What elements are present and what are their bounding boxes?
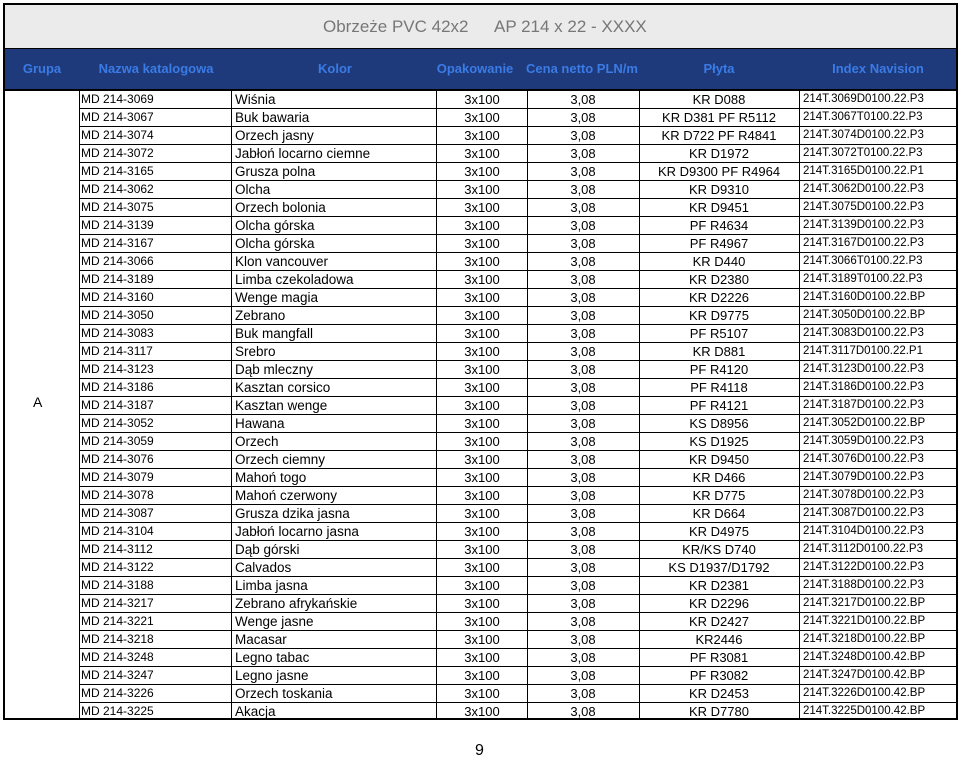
index-navision-cell: 214T.3221D0100.22.BP bbox=[803, 615, 926, 627]
index-navision-cell: 214T.3226D0100.42.BP bbox=[803, 687, 926, 699]
board-cell: PF R4634 bbox=[639, 217, 800, 234]
price-cell: 3,08 bbox=[527, 217, 640, 234]
index-navision-cell: 214T.3069D0100.22.P3 bbox=[803, 93, 924, 105]
product-code-title: AP 214 x 22 - XXXX bbox=[494, 17, 647, 36]
color-cell: Klon vancouver bbox=[233, 253, 437, 270]
board-cell: KR D381 PF R5112 bbox=[639, 109, 800, 126]
table-row bbox=[79, 541, 956, 559]
catalog-name-cell: MD 214-3165 bbox=[81, 163, 232, 180]
price-cell: 3,08 bbox=[527, 289, 640, 306]
price-cell: 3,08 bbox=[527, 523, 640, 540]
header-cena: Cena netto PLN/m bbox=[526, 61, 638, 76]
price-cell: 3,08 bbox=[527, 487, 640, 504]
index-navision-cell: 214T.3087D0100.22.P3 bbox=[803, 507, 924, 519]
packaging-cell: 3x100 bbox=[437, 253, 528, 270]
catalog-name-cell: MD 214-3067 bbox=[81, 109, 232, 126]
index-navision-cell: 214T.3217D0100.22.BP bbox=[803, 597, 926, 609]
table-row bbox=[79, 253, 956, 271]
packaging-cell: 3x100 bbox=[437, 649, 528, 666]
color-cell: Hawana bbox=[233, 415, 437, 432]
packaging-cell: 3x100 bbox=[437, 127, 528, 144]
table-body bbox=[79, 91, 956, 718]
price-cell: 3,08 bbox=[527, 307, 640, 324]
board-cell: KR D9300 PF R4964 bbox=[639, 163, 800, 180]
catalog-name-cell: MD 214-3188 bbox=[81, 577, 232, 594]
price-cell: 3,08 bbox=[527, 235, 640, 252]
catalog-name-cell: MD 214-3167 bbox=[81, 235, 232, 252]
catalog-name-cell: MD 214-3104 bbox=[81, 523, 232, 540]
table-row bbox=[79, 289, 956, 307]
board-cell: KR D2381 bbox=[639, 577, 800, 594]
index-navision-cell: 214T.3167D0100.22.P3 bbox=[803, 237, 924, 249]
table-row bbox=[79, 217, 956, 235]
catalog-name-cell: MD 214-3050 bbox=[81, 307, 232, 324]
packaging-cell: 3x100 bbox=[437, 577, 528, 594]
board-cell: KR2446 bbox=[639, 631, 800, 648]
packaging-cell: 3x100 bbox=[437, 487, 528, 504]
price-sheet bbox=[3, 3, 958, 720]
index-navision-cell: 214T.3247D0100.42.BP bbox=[803, 669, 926, 681]
table-row bbox=[79, 649, 956, 667]
catalog-name-cell: MD 214-3187 bbox=[81, 397, 232, 414]
table-row bbox=[79, 235, 956, 253]
color-cell: Legno tabac bbox=[233, 649, 437, 666]
color-cell: Mahoń togo bbox=[233, 469, 437, 486]
table-row bbox=[79, 685, 956, 703]
color-cell: Srebro bbox=[233, 343, 437, 360]
index-navision-cell: 214T.3117D0100.22.P1 bbox=[803, 345, 923, 357]
index-navision-cell: 214T.3062D0100.22.P3 bbox=[803, 183, 924, 195]
table-row bbox=[79, 145, 956, 163]
catalog-name-cell: MD 214-3087 bbox=[81, 505, 232, 522]
packaging-cell: 3x100 bbox=[437, 595, 528, 612]
color-cell: Mahoń czerwony bbox=[233, 487, 437, 504]
color-cell: Jabłoń locarno jasna bbox=[233, 523, 437, 540]
packaging-cell: 3x100 bbox=[437, 163, 528, 180]
board-cell: PF R4120 bbox=[639, 361, 800, 378]
price-cell: 3,08 bbox=[527, 343, 640, 360]
price-cell: 3,08 bbox=[527, 703, 640, 718]
index-navision-cell: 214T.3160D0100.22.BP bbox=[803, 291, 926, 303]
color-cell: Olcha górska bbox=[233, 217, 437, 234]
price-cell: 3,08 bbox=[527, 397, 640, 414]
table-row bbox=[79, 559, 956, 577]
board-cell: KR D2453 bbox=[639, 685, 800, 702]
catalog-name-cell: MD 214-3226 bbox=[81, 685, 232, 702]
header-plyta: Płyta bbox=[703, 61, 735, 76]
color-cell: Dąb górski bbox=[233, 541, 437, 558]
board-cell: KR D2380 bbox=[639, 271, 800, 288]
index-navision-cell: 214T.3052D0100.22.BP bbox=[803, 417, 926, 429]
color-cell: Buk mangfall bbox=[233, 325, 437, 342]
color-cell: Zebrano afrykańskie bbox=[233, 595, 437, 612]
price-cell: 3,08 bbox=[527, 145, 640, 162]
color-cell: Olcha bbox=[233, 181, 437, 198]
packaging-cell: 3x100 bbox=[437, 541, 528, 558]
index-navision-cell: 214T.3072T0100.22.P3 bbox=[803, 147, 923, 159]
color-cell: Wiśnia bbox=[233, 91, 437, 108]
catalog-name-cell: MD 214-3059 bbox=[81, 433, 232, 450]
board-cell: KR D664 bbox=[639, 505, 800, 522]
packaging-cell: 3x100 bbox=[437, 289, 528, 306]
catalog-name-cell: MD 214-3217 bbox=[81, 595, 232, 612]
price-cell: 3,08 bbox=[527, 253, 640, 270]
board-cell: KR D2427 bbox=[639, 613, 800, 630]
catalog-name-cell: MD 214-3075 bbox=[81, 199, 232, 216]
color-cell: Wenge jasne bbox=[233, 613, 437, 630]
color-cell: Legno jasne bbox=[233, 667, 437, 684]
catalog-name-cell: MD 214-3083 bbox=[81, 325, 232, 342]
board-cell: PF R4121 bbox=[639, 397, 800, 414]
table-row bbox=[79, 631, 956, 649]
price-cell: 3,08 bbox=[527, 469, 640, 486]
price-cell: 3,08 bbox=[527, 649, 640, 666]
color-cell: Orzech bolonia bbox=[233, 199, 437, 216]
table-row bbox=[79, 181, 956, 199]
color-cell: Kasztan wenge bbox=[233, 397, 437, 414]
color-cell: Orzech bbox=[233, 433, 437, 450]
catalog-name-cell: MD 214-3221 bbox=[81, 613, 232, 630]
board-cell: PF R4967 bbox=[639, 235, 800, 252]
color-cell: Limba jasna bbox=[233, 577, 437, 594]
packaging-cell: 3x100 bbox=[437, 181, 528, 198]
packaging-cell: 3x100 bbox=[437, 559, 528, 576]
catalog-name-cell: MD 214-3062 bbox=[81, 181, 232, 198]
table-row bbox=[79, 343, 956, 361]
index-navision-cell: 214T.3189T0100.22.P3 bbox=[803, 273, 923, 285]
table-row bbox=[79, 505, 956, 523]
packaging-cell: 3x100 bbox=[437, 235, 528, 252]
price-cell: 3,08 bbox=[527, 199, 640, 216]
price-cell: 3,08 bbox=[527, 667, 640, 684]
index-navision-cell: 214T.3074D0100.22.P3 bbox=[803, 129, 924, 141]
price-cell: 3,08 bbox=[527, 109, 640, 126]
color-cell: Zebrano bbox=[233, 307, 437, 324]
packaging-cell: 3x100 bbox=[437, 379, 528, 396]
color-cell: Buk bawaria bbox=[233, 109, 437, 126]
board-cell: KR D1972 bbox=[639, 145, 800, 162]
index-navision-cell: 214T.3186D0100.22.P3 bbox=[803, 381, 924, 393]
packaging-cell: 3x100 bbox=[437, 631, 528, 648]
header-grupa: Grupa bbox=[22, 61, 62, 76]
index-navision-cell: 214T.3050D0100.22.BP bbox=[803, 309, 926, 321]
catalog-name-cell: MD 214-3076 bbox=[81, 451, 232, 468]
title-bar bbox=[5, 5, 956, 49]
board-cell: PF R3082 bbox=[639, 667, 800, 684]
index-navision-cell: 214T.3188D0100.22.P3 bbox=[803, 579, 924, 591]
packaging-cell: 3x100 bbox=[437, 613, 528, 630]
index-navision-cell: 214T.3187D0100.22.P3 bbox=[803, 399, 924, 411]
color-cell: Dąb mleczny bbox=[233, 361, 437, 378]
packaging-cell: 3x100 bbox=[437, 505, 528, 522]
color-cell: Olcha górska bbox=[233, 235, 437, 252]
board-cell: KR D088 bbox=[639, 91, 800, 108]
price-cell: 3,08 bbox=[527, 415, 640, 432]
index-navision-cell: 214T.3067T0100.22.P3 bbox=[803, 111, 923, 123]
packaging-cell: 3x100 bbox=[437, 397, 528, 414]
packaging-cell: 3x100 bbox=[437, 91, 528, 108]
index-navision-cell: 214T.3139D0100.22.P3 bbox=[803, 219, 924, 231]
price-cell: 3,08 bbox=[527, 181, 640, 198]
board-cell: KR D7780 bbox=[639, 703, 800, 718]
color-cell: Wenge magia bbox=[233, 289, 437, 306]
packaging-cell: 3x100 bbox=[437, 433, 528, 450]
catalog-name-cell: MD 214-3117 bbox=[81, 343, 232, 360]
header-opakowanie: Opakowanie bbox=[436, 61, 514, 76]
board-cell: KR D9775 bbox=[639, 307, 800, 324]
table-row bbox=[79, 397, 956, 415]
packaging-cell: 3x100 bbox=[437, 145, 528, 162]
group-column bbox=[5, 91, 80, 718]
table-row bbox=[79, 703, 956, 718]
color-cell: Grusza polna bbox=[233, 163, 437, 180]
color-cell: Orzech ciemny bbox=[233, 451, 437, 468]
packaging-cell: 3x100 bbox=[437, 703, 528, 718]
header-index-navision: Index Navision bbox=[832, 61, 924, 76]
packaging-cell: 3x100 bbox=[437, 685, 528, 702]
table-row bbox=[79, 163, 956, 181]
packaging-cell: 3x100 bbox=[437, 523, 528, 540]
price-cell: 3,08 bbox=[527, 631, 640, 648]
catalog-name-cell: MD 214-3248 bbox=[81, 649, 232, 666]
board-cell: KR D2226 bbox=[639, 289, 800, 306]
packaging-cell: 3x100 bbox=[437, 469, 528, 486]
index-navision-cell: 214T.3218D0100.22.BP bbox=[803, 633, 926, 645]
board-cell: KR D440 bbox=[639, 253, 800, 270]
price-cell: 3,08 bbox=[527, 361, 640, 378]
board-cell: KS D1937/D1792 bbox=[639, 559, 800, 576]
index-navision-cell: 214T.3078D0100.22.P3 bbox=[803, 489, 924, 501]
header-kolor: Kolor bbox=[318, 61, 352, 76]
price-cell: 3,08 bbox=[527, 559, 640, 576]
packaging-cell: 3x100 bbox=[437, 217, 528, 234]
price-cell: 3,08 bbox=[527, 127, 640, 144]
index-navision-cell: 214T.3122D0100.22.P3 bbox=[803, 561, 924, 573]
table-row bbox=[79, 433, 956, 451]
color-cell: Jabłoń locarno ciemne bbox=[233, 145, 437, 162]
table-row bbox=[79, 667, 956, 685]
page-number: 9 bbox=[475, 742, 484, 759]
index-navision-cell: 214T.3104D0100.22.P3 bbox=[803, 525, 924, 537]
board-cell: KR D775 bbox=[639, 487, 800, 504]
catalog-name-cell: MD 214-3218 bbox=[81, 631, 232, 648]
board-cell: KR/KS D740 bbox=[639, 541, 800, 558]
price-cell: 3,08 bbox=[527, 433, 640, 450]
table-row bbox=[79, 595, 956, 613]
color-cell: Orzech toskania bbox=[233, 685, 437, 702]
table-row bbox=[79, 307, 956, 325]
board-cell: KR D722 PF R4841 bbox=[639, 127, 800, 144]
price-cell: 3,08 bbox=[527, 505, 640, 522]
table-row bbox=[79, 361, 956, 379]
color-cell: Limba czekoladowa bbox=[233, 271, 437, 288]
color-cell: Calvados bbox=[233, 559, 437, 576]
table-row bbox=[79, 325, 956, 343]
board-cell: PF R3081 bbox=[639, 649, 800, 666]
packaging-cell: 3x100 bbox=[437, 667, 528, 684]
table-row bbox=[79, 127, 956, 145]
price-cell: 3,08 bbox=[527, 595, 640, 612]
catalog-name-cell: MD 214-3112 bbox=[81, 541, 232, 558]
catalog-name-cell: MD 214-3122 bbox=[81, 559, 232, 576]
index-navision-cell: 214T.3225D0100.42.BP bbox=[803, 705, 926, 717]
table-header bbox=[5, 49, 956, 91]
table-row bbox=[79, 379, 956, 397]
index-navision-cell: 214T.3123D0100.22.P3 bbox=[803, 363, 924, 375]
catalog-name-cell: MD 214-3072 bbox=[81, 145, 232, 162]
catalog-name-cell: MD 214-3139 bbox=[81, 217, 232, 234]
catalog-name-cell: MD 214-3074 bbox=[81, 127, 232, 144]
board-cell: KR D9450 bbox=[639, 451, 800, 468]
price-cell: 3,08 bbox=[527, 325, 640, 342]
index-navision-cell: 214T.3112D0100.22.P3 bbox=[803, 543, 923, 555]
catalog-name-cell: MD 214-3066 bbox=[81, 253, 232, 270]
table-row bbox=[79, 271, 956, 289]
price-cell: 3,08 bbox=[527, 271, 640, 288]
index-navision-cell: 214T.3083D0100.22.P3 bbox=[803, 327, 924, 339]
board-cell: KR D4975 bbox=[639, 523, 800, 540]
price-cell: 3,08 bbox=[527, 577, 640, 594]
board-cell: KR D2296 bbox=[639, 595, 800, 612]
packaging-cell: 3x100 bbox=[437, 343, 528, 360]
price-cell: 3,08 bbox=[527, 451, 640, 468]
color-cell: Kasztan corsico bbox=[233, 379, 437, 396]
index-navision-cell: 214T.3076D0100.22.P3 bbox=[803, 453, 924, 465]
price-cell: 3,08 bbox=[527, 163, 640, 180]
catalog-name-cell: MD 214-3160 bbox=[81, 289, 232, 306]
board-cell: PF R5107 bbox=[639, 325, 800, 342]
catalog-name-cell: MD 214-3078 bbox=[81, 487, 232, 504]
catalog-name-cell: MD 214-3079 bbox=[81, 469, 232, 486]
board-cell: KR D9451 bbox=[639, 199, 800, 216]
table-row bbox=[79, 523, 956, 541]
group-label: A bbox=[33, 394, 43, 410]
catalog-name-cell: MD 214-3069 bbox=[81, 91, 232, 108]
index-navision-cell: 214T.3079D0100.22.P3 bbox=[803, 471, 924, 483]
catalog-name-cell: MD 214-3189 bbox=[81, 271, 232, 288]
price-cell: 3,08 bbox=[527, 91, 640, 108]
table-row bbox=[79, 469, 956, 487]
board-cell: KR D881 bbox=[639, 343, 800, 360]
board-cell: KS D8956 bbox=[639, 415, 800, 432]
board-cell: KR D9310 bbox=[639, 181, 800, 198]
price-cell: 3,08 bbox=[527, 379, 640, 396]
packaging-cell: 3x100 bbox=[437, 307, 528, 324]
packaging-cell: 3x100 bbox=[437, 109, 528, 126]
index-navision-cell: 214T.3066T0100.22.P3 bbox=[803, 255, 923, 267]
table-row bbox=[79, 199, 956, 217]
packaging-cell: 3x100 bbox=[437, 361, 528, 378]
board-cell: PF R4118 bbox=[639, 379, 800, 396]
price-cell: 3,08 bbox=[527, 541, 640, 558]
packaging-cell: 3x100 bbox=[437, 325, 528, 342]
catalog-name-cell: MD 214-3052 bbox=[81, 415, 232, 432]
color-cell: Grusza dzika jasna bbox=[233, 505, 437, 522]
table-row bbox=[79, 91, 956, 109]
index-navision-cell: 214T.3059D0100.22.P3 bbox=[803, 435, 924, 447]
catalog-name-cell: MD 214-3123 bbox=[81, 361, 232, 378]
color-cell: Orzech jasny bbox=[233, 127, 437, 144]
color-cell: Akacja bbox=[233, 703, 437, 718]
price-cell: 3,08 bbox=[527, 613, 640, 630]
packaging-cell: 3x100 bbox=[437, 451, 528, 468]
packaging-cell: 3x100 bbox=[437, 415, 528, 432]
price-cell: 3,08 bbox=[527, 685, 640, 702]
catalog-name-cell: MD 214-3186 bbox=[81, 379, 232, 396]
index-navision-cell: 214T.3165D0100.22.P1 bbox=[803, 165, 924, 177]
table-row bbox=[79, 109, 956, 127]
board-cell: KR D466 bbox=[639, 469, 800, 486]
table-row bbox=[79, 577, 956, 595]
catalog-name-cell: MD 214-3225 bbox=[81, 703, 232, 718]
packaging-cell: 3x100 bbox=[437, 199, 528, 216]
table-row bbox=[79, 451, 956, 469]
index-navision-cell: 214T.3248D0100.42.BP bbox=[803, 651, 926, 663]
catalog-name-cell: MD 214-3247 bbox=[81, 667, 232, 684]
table-row bbox=[79, 415, 956, 433]
index-navision-cell: 214T.3075D0100.22.P3 bbox=[803, 201, 924, 213]
color-cell: Macasar bbox=[233, 631, 437, 648]
table-row bbox=[79, 613, 956, 631]
table-row bbox=[79, 487, 956, 505]
board-cell: KS D1925 bbox=[639, 433, 800, 450]
packaging-cell: 3x100 bbox=[437, 271, 528, 288]
product-title: Obrzeże PVC 42x2 bbox=[323, 17, 469, 36]
header-nazwa-katalogowa: Nazwa katalogowa bbox=[98, 61, 214, 76]
